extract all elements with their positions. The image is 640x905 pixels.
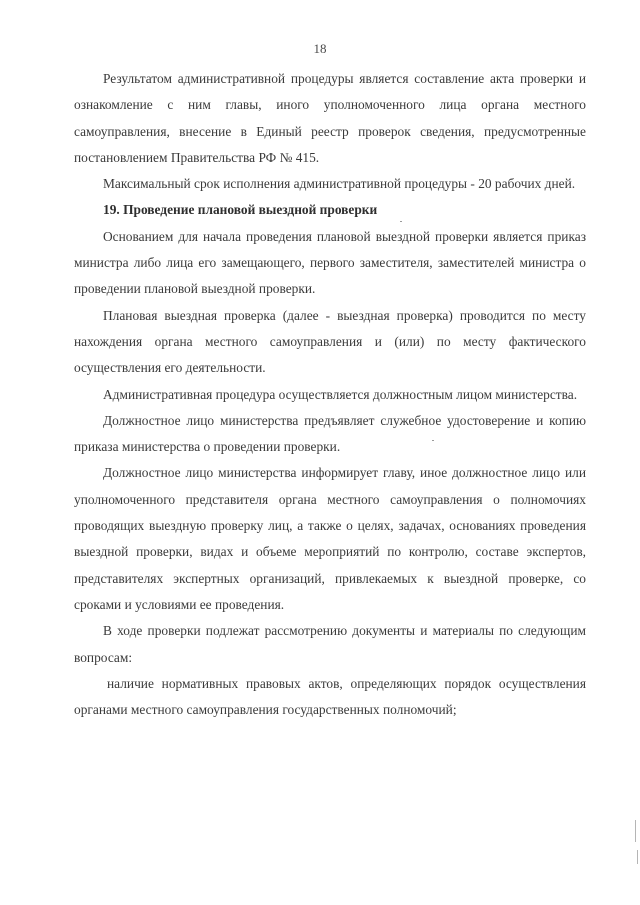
scan-speck	[400, 221, 402, 222]
paragraph-inform: Должностное лицо министерства информирует главу, иное должностное лицо или уполномоченного представителя органа местного самоуправления о полномочиях проводящих выездную проверку лиц, а также о целях, задачах, основаниях проведения выездной проверки, видах и объеме мероприятий по контролю, составе экспертов, представителях экспертных организаций, привлекаемых к выездной проверке, со сроками и условиями ее проведения.	[74, 465, 586, 612]
paragraph-result: Результатом административной процедуры является составление акта проверки и ознакомление с ним главы, иного уполномоченного лица органа местного самоуправления, внесение в Единый реестр проверок сведения, предусмотренные постановлением Правительства РФ № 415.	[74, 71, 586, 165]
paragraph-basis: Основанием для начала проведения плановой выездной проверки является приказ министра либо лица его замещающего, первого заместителя, заместителей министра о проведении плановой выездной проверки.	[74, 228, 586, 297]
paragraph-location: Плановая выездная проверка (далее - выездная проверка) проводится по месту нахождения органа местного самоуправления и (или) по месту фактического осуществления его деятельности.	[74, 307, 586, 376]
scan-speck	[432, 440, 434, 441]
paragraph-review-questions: В ходе проверки подлежат рассмотрению документы и материалы по следующим вопросам:	[74, 623, 586, 665]
scan-edge-mark	[637, 850, 638, 864]
list-item-normative-acts: наличие нормативных правовых актов, определяющих порядок осуществления органами местного самоуправления государственных полномочий;	[74, 675, 586, 718]
section-heading: 19. Проведение плановой выездной проверки	[103, 202, 378, 218]
document-body	[74, 66, 586, 723]
scan-edge-mark	[635, 820, 636, 842]
paragraph-max-term: Максимальный срок исполнения административной процедуры - 20 рабочих дней.	[103, 176, 576, 192]
paragraph-official: Административная процедура осуществляется должностным лицом министерства.	[103, 386, 578, 402]
page-number: 18	[313, 41, 327, 56]
paragraph-certificate: Должностное лицо министерства предъявляет служебное удостоверение и копию приказа министерства о проведении проверки.	[74, 412, 586, 455]
